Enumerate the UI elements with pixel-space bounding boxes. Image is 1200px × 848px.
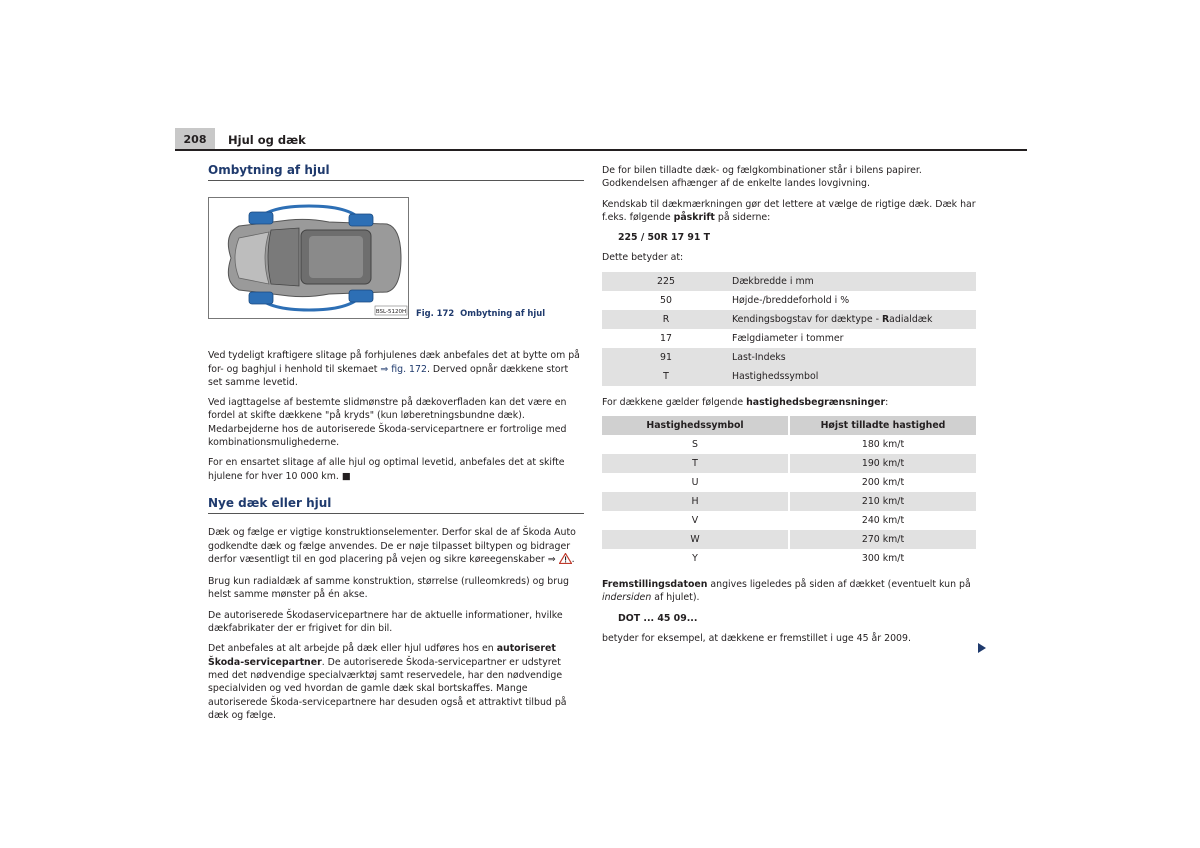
- table-row: [602, 492, 976, 511]
- table-row: [602, 473, 976, 492]
- text: For dækkene gælder følgende: [602, 396, 747, 408]
- table-row: [602, 272, 976, 291]
- paragraph-manufacture-date: [602, 578, 976, 605]
- text: angives ligeledes på siden af dækket (eventuelt kun på: [707, 579, 971, 591]
- paragraph-rotation-3: For en ensartet slitage af alle hjul og optimal levetid, anbefales det at skifte hjulene for hver 10 000 km. ■: [208, 457, 565, 482]
- table-cell: 300 km/t: [789, 549, 976, 568]
- table-cell: V: [602, 511, 789, 530]
- paragraph-new-tyres-3: De autoriserede Škodaservicepartnere har de aktuelle informationer, hvilke dækfabrikater der er frigivet for din bil.: [208, 609, 563, 635]
- header-rule: [175, 149, 1027, 151]
- table-header-row: [602, 416, 976, 435]
- table-row: [602, 454, 976, 473]
- paragraph-rotation-1: [208, 349, 584, 389]
- dot-code-example: DOT ... 45 09...: [618, 612, 698, 624]
- text: Dæk og fælge er vigtige konstruktionselementer. Derfor skal de af Škoda Auto godkendte dæk og fælge anvendes. De er nøje tilpasset biltypen og bidrager derfor væsentligt til en god placering på vejen og sikre køreegenskaber ⇒: [208, 527, 576, 565]
- table-cell: 91: [602, 348, 730, 367]
- table-cell: Højde-/breddeforhold i %: [730, 291, 976, 310]
- tyre-code-meaning-table: [602, 272, 976, 386]
- table-row: [602, 367, 976, 386]
- table-cell: 240 km/t: [789, 511, 976, 530]
- text-bold: påskrift: [673, 211, 715, 223]
- paragraph-rotation-2: Ved iagttagelse af bestemte slidmønstre på dækoverfladen kan det være en fordel at skifte dækkene "på kryds" (kun løberetningsbundne dæk). Medarbejderne hos de autoriserede Škoda-servicepartnere er fortrolige med kombinationsmulighederne.: [208, 397, 567, 449]
- text-italic: indersiden: [602, 592, 652, 604]
- column-header: Hastighedssymbol: [602, 416, 789, 435]
- text-bold: hastighedsbegrænsninger: [746, 396, 886, 408]
- text: :: [885, 396, 889, 408]
- table-row: [602, 530, 976, 549]
- text: . De autoriserede Škoda-servicepartner er udstyret med det nødvendige specialværktøj samt reservedele, har den nødvendige specialviden og ved hvordan de gamle dæk skal bortskaffes. Mange autoriserede Škoda-servicepartnere har desuden også et attraktivt tilbud på dæk og fælge.: [208, 656, 567, 721]
- table-cell: H: [602, 492, 789, 511]
- table-cell: Last-Indeks: [730, 348, 976, 367]
- table-cell: Dækbredde i mm: [730, 272, 976, 291]
- table-cell: T: [602, 454, 789, 473]
- svg-text:BSL-5120H: BSL-5120H: [375, 309, 407, 316]
- text: Kendingsbogstav for dæktype -: [732, 313, 882, 325]
- paragraph-dot-meaning: betyder for eksempel, at dækkene er fremstillet i uge 45 år 2009.: [602, 632, 911, 644]
- table-cell: 50: [602, 291, 730, 310]
- paragraph-marking: [602, 198, 976, 225]
- table-cell: S: [602, 435, 789, 454]
- paragraph-new-tyres-4: [208, 642, 584, 722]
- text: af hjulet).: [651, 592, 700, 604]
- tyre-rotation-illustration: [208, 197, 409, 319]
- table-cell: W: [602, 530, 789, 549]
- table-row: [602, 511, 976, 530]
- table-row: [602, 435, 976, 454]
- left-column: [208, 164, 584, 729]
- table-row: [602, 549, 976, 568]
- paragraph-speed-intro: [602, 396, 976, 409]
- right-column: [602, 164, 976, 652]
- table-cell: 190 km/t: [789, 454, 976, 473]
- table-cell: Y: [602, 549, 789, 568]
- page-number: 208: [175, 128, 215, 150]
- text-bold: autoriseret Škoda-servicepartner: [208, 643, 556, 668]
- table-cell: R: [602, 310, 730, 329]
- tyre-code-example: 225 / 50R 17 91 T: [618, 232, 711, 244]
- text: Ved tydeligt kraftigere slitage på forhjulenes dæk anbefales det at bytte om på for- og baghjul i henhold til skemaet: [208, 350, 580, 375]
- table-row: [602, 348, 976, 367]
- table-cell: 180 km/t: [789, 435, 976, 454]
- figure-172: [208, 197, 584, 331]
- figure-reference-link[interactable]: ⇒ fig. 172: [380, 363, 427, 375]
- table-cell: U: [602, 473, 789, 492]
- figure-caption: [416, 307, 551, 320]
- table-cell: T: [602, 367, 730, 386]
- section-title-tyre-rotation: Ombytning af hjul: [208, 164, 584, 181]
- figure-label: Fig. 172: [416, 308, 455, 319]
- speed-limit-table: [602, 416, 976, 568]
- text: på siderne:: [714, 211, 771, 223]
- table-row: [602, 329, 976, 348]
- table-cell: 270 km/t: [789, 530, 976, 549]
- paragraph-meaning-intro: Dette betyder at:: [602, 252, 684, 264]
- table-cell: 17: [602, 329, 730, 348]
- table-cell: 210 km/t: [789, 492, 976, 511]
- paragraph-new-tyres-2: Brug kun radialdæk af samme konstruktion, størrelse (rulleomkreds) og brug helst samme mønster på én akse.: [208, 576, 569, 601]
- chapter-title: Hjul og dæk: [228, 133, 306, 147]
- column-header: Højst tilladte hastighed: [789, 416, 976, 435]
- paragraph-approval: De for bilen tilladte dæk- og fælgkombinationer står i bilens papirer. Godkendelsen afhænger af de enkelte landes lovgivning.: [602, 165, 922, 190]
- table-cell: [730, 310, 976, 329]
- table-cell: 225: [602, 272, 730, 291]
- table-cell: 200 km/t: [789, 473, 976, 492]
- text: .: [571, 553, 575, 565]
- car-top-view-image: [209, 198, 408, 318]
- table-row: [602, 291, 976, 310]
- table-cell: Fælgdiameter i tommer: [730, 329, 976, 348]
- figure-caption-text: Ombytning af hjul: [460, 308, 546, 319]
- text: Kendskab til dækmærkningen gør det lettere at vælge de rigtige dæk. Dæk har f.eks. følgende: [602, 198, 976, 223]
- warning-triangle-icon[interactable]: [559, 553, 572, 568]
- text-bold: R: [881, 313, 890, 325]
- table-row: [602, 310, 976, 329]
- table-cell: Hastighedssymbol: [730, 367, 976, 386]
- next-page-arrow-icon[interactable]: [978, 643, 986, 653]
- text: . Derved opnår dækkene stort set samme levetid.: [208, 363, 569, 388]
- text-bold: Fremstillingsdatoen: [602, 579, 708, 591]
- text: Det anbefales at alt arbejde på dæk eller hjul udføres hos en: [208, 643, 497, 655]
- paragraph-new-tyres-1: [208, 526, 584, 568]
- section-title-new-tyres: Nye dæk eller hjul: [208, 497, 584, 514]
- text: adialdæk: [889, 313, 933, 325]
